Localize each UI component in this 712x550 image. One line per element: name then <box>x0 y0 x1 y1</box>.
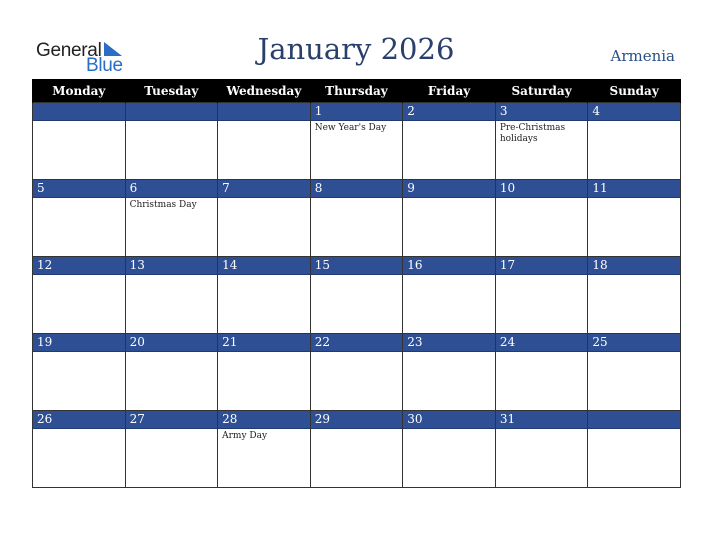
day-cell <box>33 334 126 411</box>
day-number: 16 <box>403 257 495 275</box>
weekday-header-row <box>33 79 681 103</box>
day-cell <box>495 334 588 411</box>
day-number: 26 <box>33 411 125 429</box>
holiday-label: Christmas Day <box>129 200 197 210</box>
day-cell <box>588 103 681 180</box>
day-number: 13 <box>126 257 218 275</box>
day-cell <box>588 257 681 334</box>
holiday-label: Pre-Christmas holidays <box>499 123 566 144</box>
day-cell <box>403 411 496 488</box>
day-number: 4 <box>588 103 680 121</box>
day-number: 8 <box>311 180 403 198</box>
day-cell <box>218 257 311 334</box>
holiday-label: Army Day <box>222 431 268 441</box>
day-number: 24 <box>496 334 588 352</box>
weekday-header: Thursday <box>310 79 403 103</box>
day-cell <box>310 257 403 334</box>
day-number: 19 <box>33 334 125 352</box>
week-row <box>33 103 681 180</box>
day-number: 30 <box>403 411 495 429</box>
country-label: Armenia <box>610 47 675 65</box>
day-number: 17 <box>496 257 588 275</box>
day-cell <box>495 257 588 334</box>
day-cell <box>125 411 218 488</box>
week-row <box>33 411 681 488</box>
day-cell <box>218 180 311 257</box>
logo-blue-text: Blue <box>86 55 123 76</box>
weekday-header: Wednesday <box>218 79 311 103</box>
day-cell <box>218 411 311 488</box>
day-cell <box>33 411 126 488</box>
day-cell <box>495 103 588 180</box>
day-number: 6 <box>126 180 218 198</box>
day-cell <box>33 180 126 257</box>
day-number: 11 <box>588 180 680 198</box>
day-cell <box>588 411 681 488</box>
day-number: 10 <box>496 180 588 198</box>
week-row <box>33 180 681 257</box>
day-number: 12 <box>33 257 125 275</box>
day-number <box>218 103 310 121</box>
weekday-header: Monday <box>33 79 126 103</box>
day-cell <box>403 257 496 334</box>
day-number: 3 <box>496 103 588 121</box>
week-row <box>33 334 681 411</box>
day-cell <box>310 180 403 257</box>
day-cell <box>125 334 218 411</box>
day-number: 2 <box>403 103 495 121</box>
day-cell <box>310 411 403 488</box>
day-cell <box>310 103 403 180</box>
logo-general-text: General <box>36 40 102 61</box>
calendar-grid <box>32 79 681 488</box>
day-number: 9 <box>403 180 495 198</box>
day-number: 7 <box>218 180 310 198</box>
day-number: 23 <box>403 334 495 352</box>
day-cell <box>125 103 218 180</box>
weekday-header: Sunday <box>588 79 681 103</box>
day-cell <box>125 257 218 334</box>
day-number <box>126 103 218 121</box>
day-number: 22 <box>311 334 403 352</box>
day-cell <box>588 334 681 411</box>
holiday-label: New Year's Day <box>314 123 387 133</box>
day-number: 15 <box>311 257 403 275</box>
day-number: 20 <box>126 334 218 352</box>
day-number <box>588 411 680 429</box>
page-title: January 2026 <box>257 32 455 66</box>
weekday-header: Tuesday <box>125 79 218 103</box>
day-cell <box>403 103 496 180</box>
day-cell <box>33 257 126 334</box>
day-cell <box>218 334 311 411</box>
day-cell <box>403 180 496 257</box>
day-number: 14 <box>218 257 310 275</box>
day-cell <box>33 103 126 180</box>
day-number: 5 <box>33 180 125 198</box>
day-number: 1 <box>311 103 403 121</box>
day-number: 28 <box>218 411 310 429</box>
day-cell <box>218 103 311 180</box>
day-cell <box>125 180 218 257</box>
day-cell <box>588 180 681 257</box>
day-number: 27 <box>126 411 218 429</box>
week-row <box>33 257 681 334</box>
weekday-header: Friday <box>403 79 496 103</box>
day-number <box>33 103 125 121</box>
day-number: 25 <box>588 334 680 352</box>
day-number: 18 <box>588 257 680 275</box>
day-cell <box>495 411 588 488</box>
day-number: 29 <box>311 411 403 429</box>
day-number: 21 <box>218 334 310 352</box>
day-cell <box>495 180 588 257</box>
day-number: 31 <box>496 411 588 429</box>
day-cell <box>310 334 403 411</box>
weekday-header: Saturday <box>495 79 588 103</box>
day-cell <box>403 334 496 411</box>
